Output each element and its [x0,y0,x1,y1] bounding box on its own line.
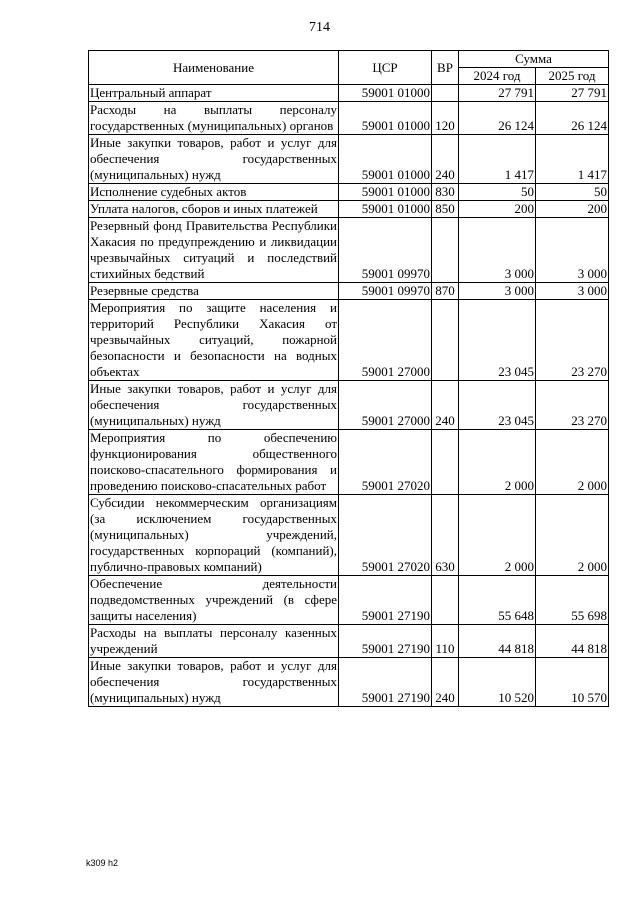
cell-2024: 3 000 [459,218,536,283]
table-row [89,85,609,102]
cell-csr: 59001 09970 [339,283,432,300]
cell-vr: 240 [432,135,459,184]
cell-2024: 55 648 [459,576,536,625]
footer-code: k309 h2 [86,858,119,868]
cell-2025: 3 000 [536,283,609,300]
cell-name: Мероприятия по защите населения и территорий Республики Хакасия от чрезвычайных ситуаций, пожарной безопасности и безопасности на водных объектах [90,300,337,379]
cell-name: Резервные средства [89,283,339,300]
cell-name: Субсидии некоммерческим организациям (за исключением государственных (муниципальных) учреждений, государственных корпораций (компаний), публично-правовых компаний) [90,495,337,574]
cell-2024: 1 417 [459,135,536,184]
cell-name: Исполнение судебных актов [89,184,339,201]
cell-csr: 59001 01000 [339,85,432,102]
cell-name: Иные закупки товаров, работ и услуг для обеспечения государственных (муниципальных) нужд [90,381,337,428]
header-vr: ВР [432,51,459,85]
cell-csr: 59001 27190 [339,625,432,658]
header-name: Наименование [89,51,339,85]
cell-2025: 26 124 [536,102,609,135]
page-number: 714 [309,20,330,35]
cell-2025: 2 000 [536,430,609,495]
cell-2024: 10 520 [459,658,536,707]
cell-csr: 59001 27190 [339,576,432,625]
cell-vr: 240 [432,658,459,707]
cell-vr: 110 [432,625,459,658]
cell-csr: 59001 09970 [339,218,432,283]
cell-vr [432,576,459,625]
table-row [89,381,609,430]
cell-2024: 23 045 [459,300,536,381]
cell-2025: 27 791 [536,85,609,102]
table-row [89,430,609,495]
table-row [89,658,609,707]
cell-name: Иные закупки товаров, работ и услуг для обеспечения государственных (муниципальных) нужд [90,658,337,705]
cell-2024: 23 045 [459,381,536,430]
cell-csr: 59001 01000 [339,135,432,184]
table-row [89,283,609,300]
cell-name: Расходы на выплаты персоналу государственных (муниципальных) органов [90,102,337,133]
cell-name: Резервный фонд Правительства Республики Хакасия по предупреждению и ликвидации чрезвычайных ситуаций и последствий стихийных бедствий [90,218,337,281]
cell-2025: 2 000 [536,495,609,576]
cell-2025: 1 417 [536,135,609,184]
cell-csr: 59001 27000 [339,381,432,430]
cell-csr: 59001 27000 [339,300,432,381]
cell-2024: 26 124 [459,102,536,135]
cell-csr: 59001 01000 [339,102,432,135]
cell-csr: 59001 27190 [339,658,432,707]
cell-csr: 59001 27020 [339,430,432,495]
cell-csr: 59001 01000 [339,201,432,218]
header-year-2024: 2024 год [459,68,536,85]
cell-2025: 10 570 [536,658,609,707]
cell-name: Центральный аппарат [89,85,339,102]
table-row [89,201,609,218]
table-row [89,218,609,283]
table-row [89,184,609,201]
cell-vr [432,430,459,495]
cell-vr: 120 [432,102,459,135]
cell-2024: 50 [459,184,536,201]
header-sum: Сумма [459,51,609,68]
cell-name: Мероприятия по обеспечению функционирования общественного поисково-спасательного формирования и проведению поисково-спасательных работ [90,430,337,493]
header-csr: ЦСР [339,51,432,85]
table-body [89,85,609,707]
cell-vr: 630 [432,495,459,576]
cell-csr: 59001 01000 [339,184,432,201]
cell-name: Иные закупки товаров, работ и услуг для обеспечения государственных (муниципальных) нужд [90,135,337,182]
table-row [89,300,609,381]
cell-2025: 23 270 [536,381,609,430]
header-year-2025: 2025 год [536,68,609,85]
cell-2025: 55 698 [536,576,609,625]
budget-table [88,50,609,707]
cell-name: Уплата налогов, сборов и иных платежей [89,201,339,218]
table-row [89,495,609,576]
cell-name: Расходы на выплаты персоналу казенных учреждений [90,625,337,656]
cell-vr: 830 [432,184,459,201]
cell-2024: 3 000 [459,283,536,300]
cell-2025: 50 [536,184,609,201]
cell-vr: 240 [432,381,459,430]
cell-name: Обеспечение деятельности подведомственных учреждений (в сфере защиты населения) [90,576,337,623]
cell-vr: 870 [432,283,459,300]
cell-2024: 27 791 [459,85,536,102]
cell-2024: 200 [459,201,536,218]
cell-vr: 850 [432,201,459,218]
cell-vr [432,300,459,381]
cell-2024: 44 818 [459,625,536,658]
cell-csr: 59001 27020 [339,495,432,576]
table-row [89,135,609,184]
cell-2024: 2 000 [459,430,536,495]
cell-2025: 44 818 [536,625,609,658]
table-row [89,102,609,135]
cell-2025: 23 270 [536,300,609,381]
cell-vr [432,218,459,283]
cell-2025: 3 000 [536,218,609,283]
cell-2025: 200 [536,201,609,218]
table-row [89,625,609,658]
cell-vr [432,85,459,102]
table-row [89,576,609,625]
cell-2024: 2 000 [459,495,536,576]
